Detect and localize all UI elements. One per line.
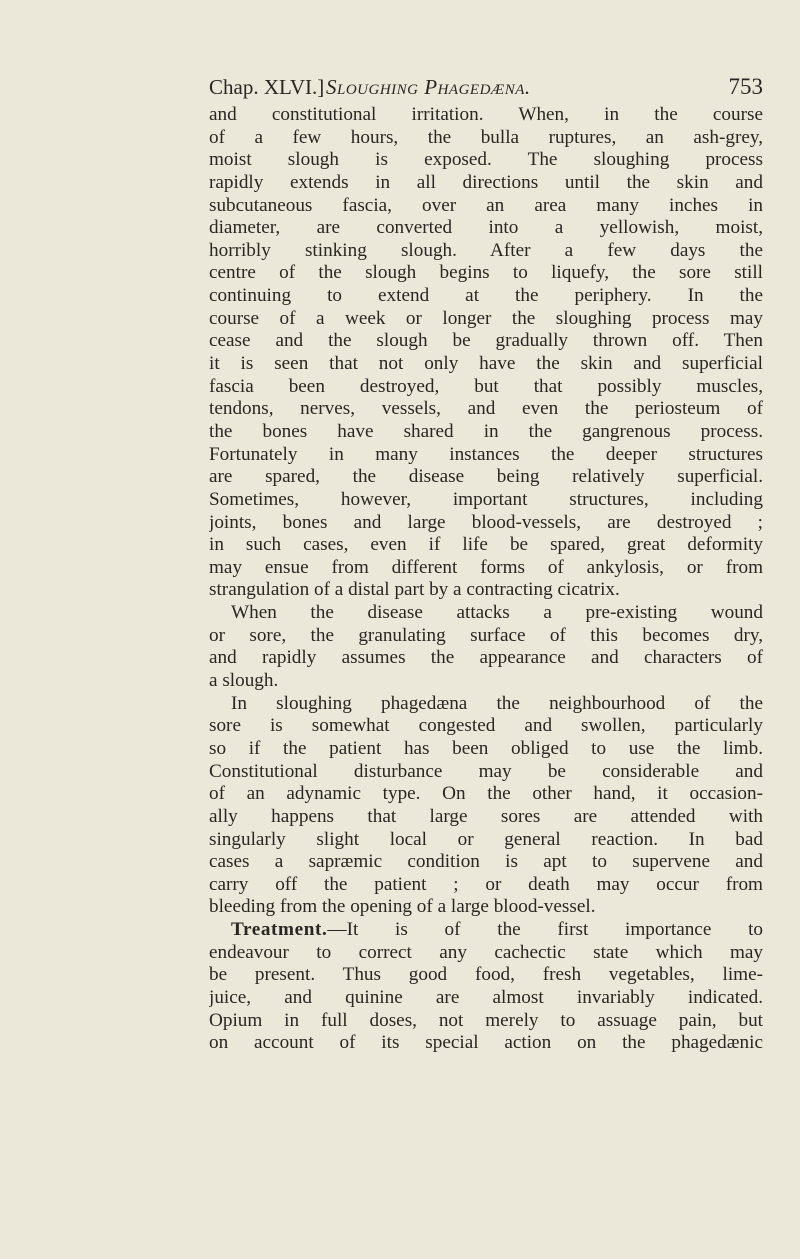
text-line: fascia been destroyed, but that possibly muscles, [209, 375, 763, 397]
text-line: centre of the slough begins to liquefy, the sore still [209, 262, 763, 284]
text-line: joints, bones and large blood-vessels, are destroyed ; [209, 511, 763, 533]
text-line: Fortunately in many instances the deeper structures [209, 443, 763, 465]
text-line: When the disease attacks a pre-existing wound [231, 602, 763, 624]
text-line: moist slough is exposed. The sloughing process [209, 149, 763, 171]
text-line: so if the patient has been obliged to use the limb. [209, 737, 763, 759]
text-line: Constitutional disturbance may be considerable and [209, 760, 763, 782]
text-line: or sore, the granulating surface of this becomes dry, [209, 624, 763, 646]
text-line: Sometimes, however, important structures, including [209, 488, 763, 510]
text-line: ally happens that large sores are attended with [209, 805, 763, 827]
text-line: carry off the patient ; or death may occur from [209, 873, 763, 895]
chapter-label: Chap. XLVI.] [209, 75, 325, 99]
text-line: of an adynamic type. On the other hand, it occasion- [209, 783, 763, 805]
text-line: on account of its special action on the phagedænic [209, 1032, 763, 1054]
text-line: horribly stinking slough. After a few days the [209, 239, 763, 261]
text-line [209, 919, 763, 942]
text-line: of a few hours, the bulla ruptures, an ash-grey, [209, 126, 763, 148]
text-line: subcutaneous fascia, over an area many inches in [209, 194, 763, 216]
text-line: sore is somewhat congested and swollen, particularly [209, 715, 763, 737]
running-title: Sloughing Phagedæna. [326, 75, 531, 99]
text-line: cease and the slough be gradually thrown off. Then [209, 330, 763, 352]
text-line: singularly slight local or general reaction. In bad [209, 828, 763, 850]
text-line: in such cases, even if life be spared, great deformity [209, 534, 763, 556]
text-line: it is seen that not only have the skin and superficial [209, 353, 763, 375]
text-line: Opium in full doses, not merely to assuage pain, but [209, 1009, 763, 1031]
page-number: 753 [728, 74, 763, 99]
body-text [209, 104, 763, 1055]
text-line: rapidly extends in all directions until the skin and [209, 171, 763, 193]
text-line: endeavour to correct any cachectic state which may [209, 941, 763, 963]
text-line: bleeding from the opening of a large blood-vessel. [209, 896, 596, 918]
text-line: a slough. [209, 670, 279, 692]
text-line: the bones have shared in the gangrenous process. [209, 420, 763, 442]
text-line: be present. Thus good food, fresh vegetables, lime- [209, 964, 763, 986]
text-line: continuing to extend at the periphery. In the [209, 285, 763, 307]
text-line: diameter, are converted into a yellowish, moist, [209, 217, 763, 239]
text-line: tendons, nerves, vessels, and even the periosteum of [209, 398, 763, 420]
section-heading-treatment: Treatment. [231, 919, 328, 941]
text-line: and constitutional irritation. When, in the course [209, 104, 763, 125]
text-line: course of a week or longer the sloughing process may [209, 307, 763, 329]
text-run: —It is of the first importance to [327, 919, 763, 941]
text-line: and rapidly assumes the appearance and characters of [209, 647, 763, 669]
text-line: strangulation of a distal part by a contracting cicatrix. [209, 579, 620, 601]
text-line: In sloughing phagedæna the neighbourhood of the [231, 692, 763, 714]
text-line: cases a sapræmic condition is apt to supervene and [209, 851, 763, 873]
text-line: are spared, the disease being relatively superficial. [209, 466, 763, 488]
text-line: juice, and quinine are almost invariably indicated. [209, 986, 763, 1008]
text-line: may ensue from different forms of ankylosis, or from [209, 556, 763, 578]
running-head [209, 73, 763, 101]
